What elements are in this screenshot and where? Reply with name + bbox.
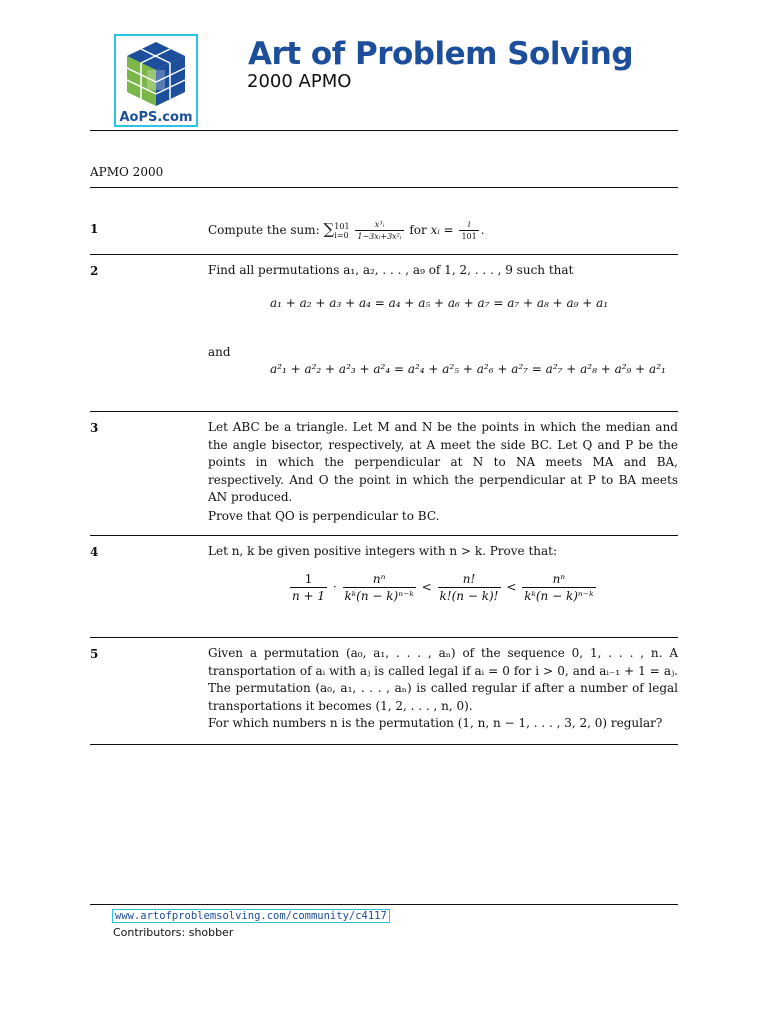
problem-text — [208, 214, 678, 245]
problem-1-lead: Compute the sum: — [208, 223, 320, 237]
fraction-denominator: kᵏ(n − k)ⁿ⁻ᵏ — [344, 589, 414, 603]
fraction-numerator: n! — [438, 571, 501, 588]
logo-text: AoPS.com — [119, 110, 193, 125]
contest-label: APMO 2000 — [90, 165, 164, 179]
problem-text: Find all permutations a₁, a₂, . . . , a₉ of 1, 2, . . . , 9 such that — [208, 263, 574, 277]
inequality — [288, 571, 598, 604]
sum-symbol: ∑ — [323, 220, 335, 238]
aops-cube-icon — [123, 40, 189, 108]
sum-lower: i=0 — [334, 230, 349, 240]
problem-text: Let n, k be given positive integers with n > k. Prove that: — [208, 544, 558, 558]
fraction-denominator: 1−3xᵢ+3x²ᵢ — [357, 232, 402, 241]
contributors: Contributors: shobber — [113, 926, 234, 939]
divider — [90, 130, 678, 131]
problem-number: 2 — [90, 264, 99, 278]
definition-denominator: 101 — [461, 232, 477, 241]
divider — [90, 904, 678, 905]
problem-text: Let ABC be a triangle. Let M and N be the points in which the median and the angle bisector, respectively, at A meet the side BC. Let Q and P be the points in which the perpendicular at N to NA meets MA and BA, respectively. And O the point in which the perpendicular at P to BA meets AN produced. — [208, 420, 678, 504]
divider — [90, 254, 678, 255]
problem-number: 1 — [90, 222, 99, 236]
problem-number: 5 — [90, 647, 99, 661]
fraction-denominator: n + 1 — [292, 589, 326, 603]
definition-fraction — [459, 219, 478, 242]
problem-1-mid: for — [409, 223, 427, 237]
sum-upper: 101 — [334, 221, 350, 231]
doc-subtitle: 2000 APMO — [247, 71, 352, 92]
definition-lhs: xᵢ = — [430, 223, 454, 237]
fraction-denominator: kᵏ(n − k)ⁿ⁻ᵏ — [524, 589, 594, 603]
problem-1-tail: . — [480, 223, 485, 237]
equation: a₁ + a₂ + a₃ + a₄ = a₄ + a₅ + a₆ + a₇ = a₇ + a₈ + a₉ + a₁ — [270, 296, 609, 310]
divider — [90, 744, 678, 745]
divider — [90, 411, 678, 412]
sum-fraction — [355, 219, 403, 242]
fraction — [438, 571, 501, 604]
equation: a²₁ + a²₂ + a²₃ + a²₄ = a²₄ + a²₅ + a²₆ + a²₇ = a²₇ + a²₈ + a²₉ + a²₁ — [270, 362, 666, 376]
sum-limits — [334, 222, 349, 240]
fraction-numerator: 1 — [290, 571, 327, 588]
fraction — [343, 571, 416, 604]
problem-number: 3 — [90, 421, 99, 435]
problem-text: and — [208, 345, 231, 359]
divider — [90, 535, 678, 536]
brand-title: Art of Problem Solving — [248, 36, 634, 72]
dot-operator: · — [332, 580, 337, 594]
definition-numerator: i — [459, 219, 478, 231]
fraction-numerator: x³ᵢ — [355, 219, 403, 231]
aops-logo — [114, 34, 198, 127]
problem-text: Given a permutation (a₀, a₁, . . . , aₙ) of the sequence 0, 1, . . . , n. A transportation of aᵢ with aⱼ is called legal if aᵢ = 0 for i > 0, and aᵢ₋₁ + 1 = aⱼ. The permutation (a₀, a₁, . . . , aₙ) is called regular if after a number of legal transportations it becomes (1, 2, . . . , n, 0). — [208, 646, 678, 713]
fraction — [522, 571, 595, 604]
fraction-numerator: nⁿ — [522, 571, 595, 588]
problem-number: 4 — [90, 545, 99, 559]
problem-text: For which numbers n is the permutation (1, n, n − 1, . . . , 3, 2, 0) regular? — [208, 716, 663, 730]
problem-text: Prove that QO is perpendicular to BC. — [208, 509, 440, 523]
fraction-denominator: k!(n − k)! — [439, 589, 499, 603]
divider — [90, 637, 678, 638]
divider — [90, 187, 678, 188]
less-than: < — [421, 580, 432, 594]
less-than: < — [506, 580, 517, 594]
fraction — [290, 571, 327, 604]
fraction-numerator: nⁿ — [343, 571, 416, 588]
community-link[interactable]: www.artofproblemsolving.com/community/c4117 — [112, 909, 390, 923]
